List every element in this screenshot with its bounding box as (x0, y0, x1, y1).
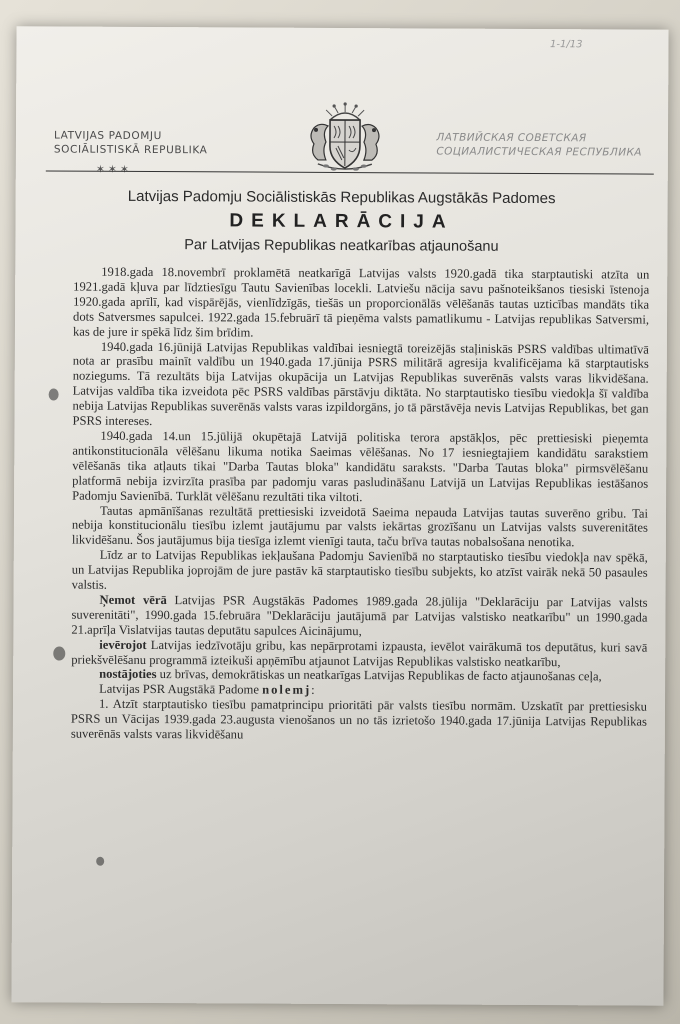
paragraph-6-lead: Ņemot vērā (99, 592, 167, 608)
paragraph-6-text: Latvijas PSR Augstākās Padomes 1989.gada 28.jūlija "Deklarāciju par Latvijas valsts suverenitāti", 1990.gada 15.februāra "Deklarāciju jautājumā par Latvijas valstisko neatkarību" un 1990.gada 21.aprīļa Vislatvijas tautas deputātu sapulces Aicinājumu, (71, 593, 648, 638)
letterhead-russian-line2: СОЦИАЛИСТИЧЕСКАЯ РЕСПУБЛИКА (436, 145, 642, 159)
paragraph-3: 1940.gada 14.un 15.jūlijā okupētajā Latvijā politiska terora apstākļos, pēc prettiesiski pieņemta antikonstitucionāla vēlēšanu likuma notika Saeimas vēlēšanas. No 17 iesniegtajiem kandidātu sarakstiem vēlēšanās tika atļauts tikai "Darba Tautas bloka" kandidātu saraksts. "Darba Tautas bloka" pirmsvēlēšanu platformā nebija izvirzīta prasība par padomju varas pasludināšanu Latvijā un Latvijas Republikas iestāšanos Padomju Savienībā. Turklāt vēlēšanu rezultāti tika viltoti. (72, 428, 649, 504)
letterhead-latvian-line2: SOCIĀLISTISKĀ REPUBLIKA (53, 143, 208, 157)
paragraph-9-end: : (311, 683, 315, 698)
paragraph-9-text: Latvijas PSR Augstākā Padome (99, 682, 263, 697)
document-title: DEKLARĀCIJA (229, 210, 454, 233)
document-title-block (15, 186, 667, 257)
paragraph-7 (71, 637, 647, 670)
document-subtitle: Par Latvijas Republikas neatkarības atjaunošanu (184, 237, 499, 255)
declaration-document (11, 26, 668, 1005)
ink-blot (49, 388, 59, 400)
issuing-body: Latvijas Padomju Sociālistiskās Republikas Augstākās Padomes (127, 187, 556, 208)
paragraph-8-text: uz brīvas, demokrātiskas un neatkarīgas Latvijas Republikas de facto atjaunošanas ceļa, (156, 667, 602, 684)
paragraph-8-lead: nostājoties (99, 667, 157, 682)
letterhead-russian (436, 130, 642, 159)
paragraph-9-decision: nolemj (262, 682, 312, 698)
paragraph-1: 1918.gada 18.novembrī proklamētā neatkarīgā Latvijas valsts 1920.gadā tika starptautiski atzīta un 1921.gadā kļuva par līdztiesīgu Tautu Savienības locekli. Latviešu nācija savu pašnoteikšanos tiesiski īstenoja 1920.gada aprīlī, kad vispārējās, vienlīdzīgās, tiešās un proporcionālās vēlēšanās tautas uzticības mandāts tika dots Satversmes sapulcei. 1922.gada 15.februārī tā pieņēma valsts pamatlikumu - Latvijas republikas Satversmi, kas de jure ir spēkā līdz šim brīdim. (72, 264, 650, 340)
archive-note: 1-1/13 (550, 39, 583, 51)
ink-blot (96, 857, 104, 866)
paragraph-2: 1940.gada 16.jūnijā Latvijas Republikas valdībai iesniegtā toreizējās staļiniskās PSRS valdības ultimatīvā nota ar prasību mainīt valdību un 1940.gada 17.jūnija PSRS militārā agresija kvalificējama kā starptautisks noziegums. Tā rezultāts bija Latvijas okupācija un Latvijas Republikas suverēnās valsts varas likvidēšana. Latvijas valdība tika izveidota pēc PSRS valdības pārstāvju diktāta. No starptautisko tiesību viedokļa šī valdība nebija Latvijas Republikas suverēnās valsts varas izpildorgāns, jo tā pārstāvēja nevis Latvijas Republikas, bet gan PSRS intereses. (72, 339, 649, 429)
letterhead-latvian (54, 128, 208, 157)
paragraph-10: 1. Atzīt starptautisko tiesību pamatprincipu prioritāti pār valsts tiesību normām. Uzskatīt par prettiesisku PSRS un Vācijas 1939.gada 23.augusta vienošanos un no tās izrietošo 1940.gada 17.jūnija Latvijas Republikas suverēnās valsts varas likvidēšanu (70, 697, 648, 742)
paragraph-6 (71, 593, 647, 641)
letterhead-latvian-line1: LATVIJAS PADOMJU (53, 129, 162, 143)
declaration-body (71, 265, 649, 745)
paragraph-4: Tautas apmānīšanas rezultātā prettiesiski izveidotā Saeima nepauda Latvijas tautas suverēno gribu. Tai nebija konstitucionālu tiesību izlemt jautājumu par valsts iekārtas grozīšanu un Latvijas valsts suverenitātes likvidēšanu. Šos jautājumus bija tiesīga izlemt vienīgi tauta, taču brīva tautas nobalsošana nenotika. (71, 503, 649, 550)
paragraph-7-text: Latvijas iedzīvotāju gribu, kas nepārprotami izpausta, ievēlot vairākumā tos deputātus, kuri savā priekšvēlēšanu programmā izteikuši apņēmību atjaunot Latvijas Republikas valstisko neatkarību, (71, 637, 648, 669)
star-ornament-icon: ✶ ✶ ✶ (95, 163, 129, 176)
letterhead-russian-line1: ЛАТВИЙСКАЯ СОВЕТСКАЯ (436, 131, 587, 145)
latvian-coat-of-arms-icon (300, 98, 390, 174)
paragraph-5: Līdz ar to Latvijas Republikas iekļaušana Padomju Savienībā no starptautisko tiesību viedokļa nav spēkā, un Latvijas Republika joprojām de jure pastāv kā starptautisko tiesību subjekts, ko atzīst vairāk nekā 50 pasaules valstis. (71, 547, 648, 592)
paragraph-7-lead: ievērojot (99, 637, 147, 652)
ink-blot (53, 647, 65, 661)
